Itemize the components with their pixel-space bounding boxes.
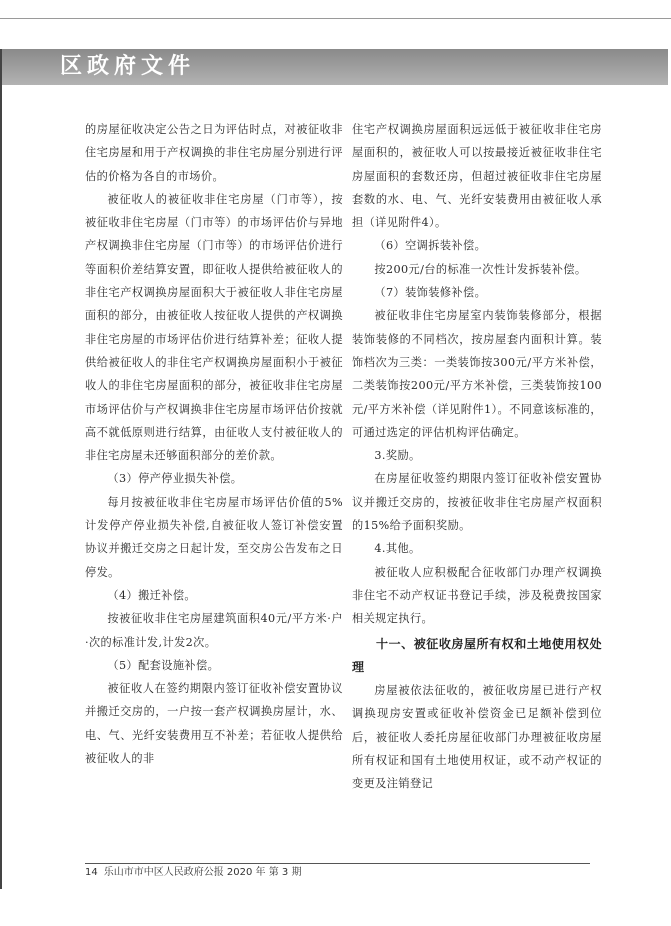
paragraph: 被征收人在签约期限内签订征收补偿安置协议并搬迁交房的，一户按一套产权调换房屋计，水、电、气、光纤安装费用互不补差；若征收人提供给被征收人的非 <box>85 682 343 766</box>
paragraph: （3）停产停业损失补偿。 <box>107 472 243 486</box>
left-edge-bar <box>0 49 2 889</box>
paragraph: 的房屋征收决定公告之日为评估时点，对被征收非住宅房屋和用于产权调换的非住宅房屋分别进行评估的价格为各自的市场价。 <box>85 123 343 183</box>
top-rule <box>0 18 671 19</box>
paragraph: 被征收人的被征收非住宅房屋（门市等），按被征收非住宅房屋（门市等）的市场评估价与异地产权调换非住宅房屋（门市等）的市场评估价进行等面积价差结算安置，即征收人提供给被征收人的非住宅产权调换房屋面积大于被征收人非住宅房屋面积的部分，由被征收人按征收人提供的产权调换非住宅房屋的市场评估价进行结算补差；征收人提供给被征收人的非住宅产权调换房屋面积小于被征收人的非住宅房屋面积的部分，被征收非住宅房屋市场评估价与产权调换非住宅房屋市场评估价按就高不就低原则进行结算，由征收人支付被征收人的非住宅房屋未还够面积部分的差价款。 <box>85 192 343 463</box>
page-number: 14 <box>85 867 98 878</box>
section-header-band <box>0 49 668 85</box>
paragraph: 3.奖励。 <box>374 449 421 463</box>
paragraph: 被征收人应积极配合征收部门办理产权调换非住宅不动产权证书登记手续，涉及税费按国家相关规定执行。 <box>352 565 602 626</box>
paragraph: （6）空调拆装补偿。 <box>374 239 487 253</box>
publication-name: 乐山市市中区人民政府公报 2020 年 第 3 期 <box>103 867 302 878</box>
paragraph: 房屋被依法征收的，被征收房屋已进行产权调换现房安置或征收补偿资金已足额补偿到位后，被征收人委托房屋征收部门办理被征收房屋所有权证和国有土地使用权证，或不动产权证的变更及注销登记 <box>352 684 602 791</box>
paragraph: （4）搬迁补偿。 <box>107 588 197 602</box>
left-text-column <box>85 118 343 770</box>
paragraph: 住宅产权调换房屋面积远远低于被征收非住宅房屋面积的，被征收人可以按最接近被征收非住宅房屋面积的套数还房，但超过被征收非住宅房屋套数的水、电、气、光纤安装费用由被征收人承担（详见附件4）。 <box>352 123 602 230</box>
footer-rule <box>85 863 590 864</box>
paragraph: （5）配套设施补偿。 <box>107 658 220 672</box>
paragraph: 按200元/台的标准一次性计发拆装补偿。 <box>374 262 587 276</box>
paragraph: 在房屋征收签约期限内签订征收补偿安置协议并搬迁交房的，按被征收非住宅房屋产权面积的15%给予面积奖励。 <box>352 472 602 533</box>
section-heading: 十一、被征收房屋所有权和土地使用权处理 <box>352 636 602 674</box>
paragraph: 按被征收非住宅房屋建筑面积40元/平方米·户·次的标准计发,计发2次。 <box>85 612 343 649</box>
paragraph: （7）装饰装修补偿。 <box>374 286 487 300</box>
page-footer <box>85 866 301 880</box>
section-title: 区政府文件 <box>60 54 196 79</box>
paragraph: 每月按被征收非住宅房屋市场评估价值的5%计发停产停业损失补偿,自被征收人签订补偿安置协议并搬迁交房之日起计发，至交房公告发布之日停发。 <box>85 495 343 579</box>
right-text-column <box>352 118 602 796</box>
paragraph: 被征收非住宅房屋室内装饰装修部分，根据装饰装修的不同档次，按房屋套内面积计算。装饰档次为三类：一类装饰按300元/平方米补偿，二类装饰按200元/平方米补偿，三类装饰按100元/平方米补偿（详见附件1）。不同意该标准的，可通过选定的评估机构评估确定。 <box>352 309 602 439</box>
paragraph: 4.其他。 <box>374 542 421 556</box>
